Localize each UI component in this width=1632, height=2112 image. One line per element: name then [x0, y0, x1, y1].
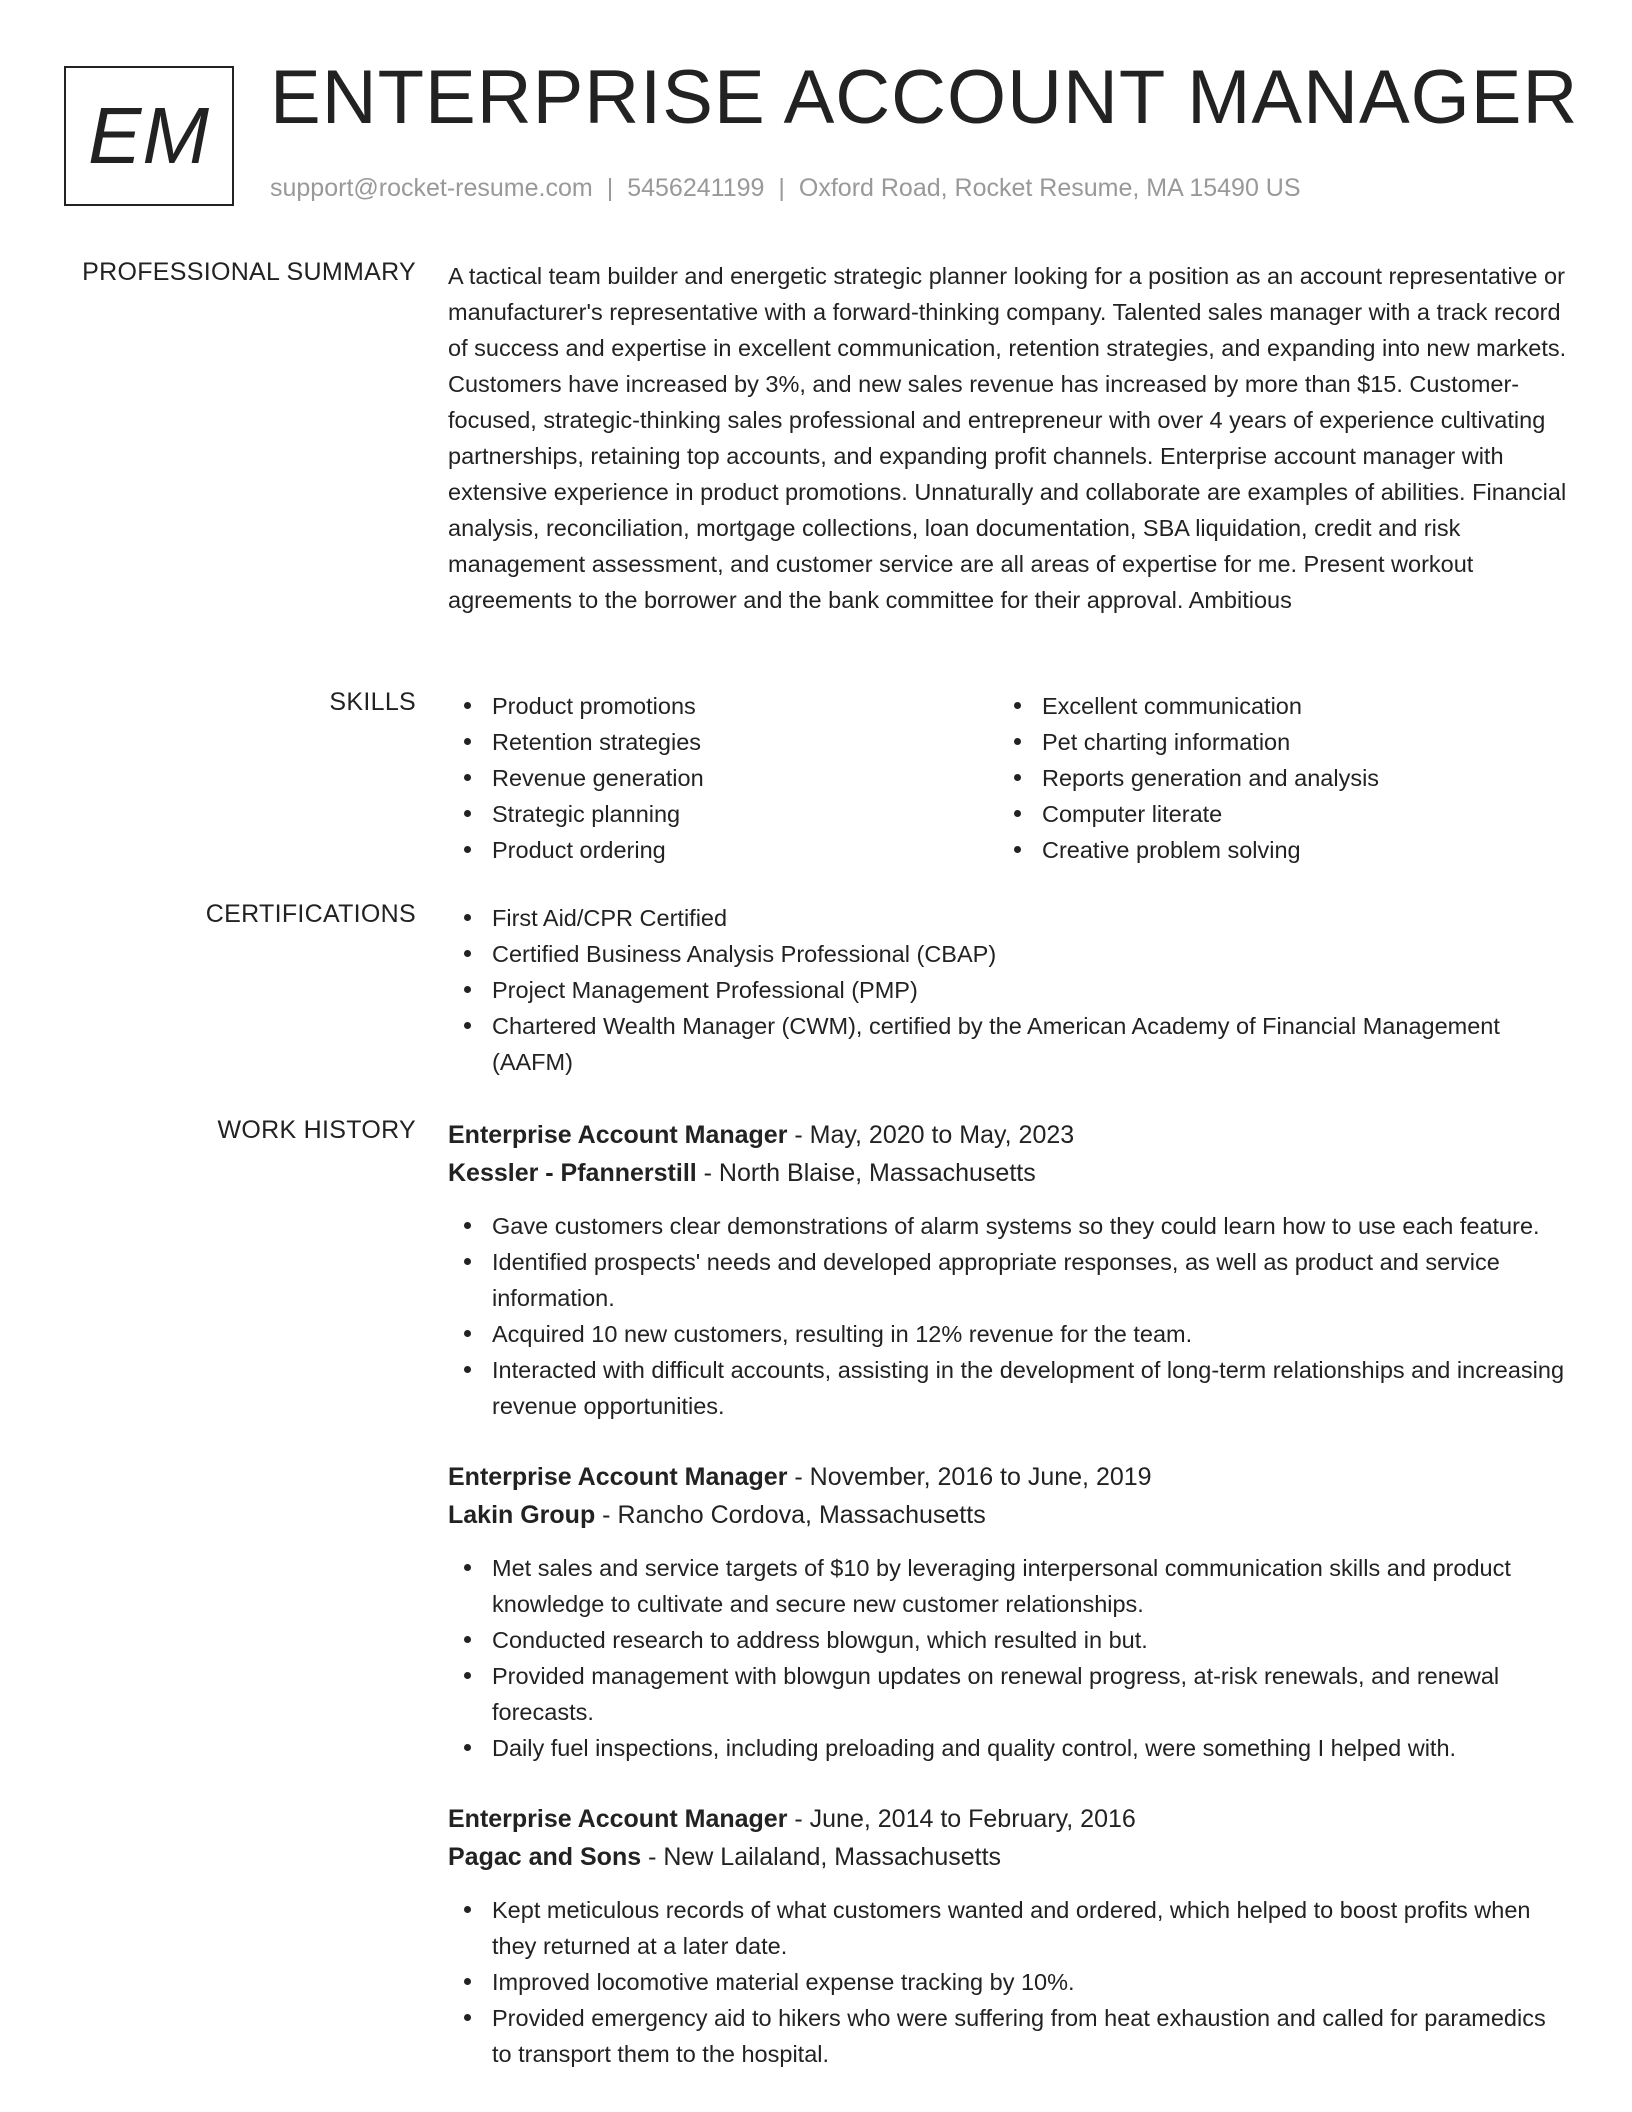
- certifications-body: [448, 900, 1568, 1080]
- job-bullets: [448, 1208, 1568, 1424]
- section-label-skills: SKILLS: [329, 688, 416, 716]
- job-company: Kessler - Pfannerstill: [448, 1159, 697, 1187]
- job-bullet: Conducted research to address blowgun, which resulted in but.: [448, 1622, 1568, 1658]
- job-location: - North Blaise, Massachusetts: [696, 1159, 1036, 1187]
- skill-item: Creative problem solving: [998, 832, 1548, 868]
- section-label-work-history: WORK HISTORY: [217, 1116, 416, 1144]
- job-entry: [448, 1116, 1568, 1424]
- skill-item: Reports generation and analysis: [998, 760, 1548, 796]
- work-history-body: [448, 1116, 1568, 2106]
- job-company-line: [448, 1496, 1568, 1534]
- skill-item: Pet charting information: [998, 724, 1548, 760]
- certification-item: Chartered Wealth Manager (CWM), certified by the American Academy of Financial Management (AAFM): [448, 1008, 1568, 1080]
- certification-item: First Aid/CPR Certified: [448, 900, 1568, 936]
- job-bullet: Identified prospects' needs and developed appropriate responses, as well as product and service information.: [448, 1244, 1568, 1316]
- skills-body: [448, 688, 1568, 868]
- certifications-list: [448, 900, 1568, 1080]
- job-bullet: Provided management with blowgun updates on renewal progress, at-risk renewals, and renewal forecasts.: [448, 1658, 1568, 1730]
- skill-item: Revenue generation: [448, 760, 998, 796]
- contact-separator: |: [778, 174, 785, 202]
- job-company: Pagac and Sons: [448, 1843, 642, 1871]
- certification-item: Certified Business Analysis Professional (CBAP): [448, 936, 1568, 972]
- contact-email[interactable]: support@rocket-resume.com: [270, 174, 593, 202]
- skills-grid: [448, 688, 1568, 868]
- job-location: - Rancho Cordova, Massachusetts: [595, 1501, 986, 1529]
- job-bullets: [448, 1550, 1568, 1766]
- job-company-line: [448, 1154, 1568, 1192]
- job-entry: [448, 1800, 1568, 2072]
- job-bullets: [448, 1892, 1568, 2072]
- skill-item: Product ordering: [448, 832, 998, 868]
- job-bullet: Gave customers clear demonstrations of alarm systems so they could learn how to use each feature.: [448, 1208, 1568, 1244]
- monogram-logo: EM: [64, 66, 234, 206]
- job-title-line: [448, 1116, 1568, 1154]
- contact-separator: |: [606, 174, 614, 202]
- job-dates: - June, 2014 to February, 2016: [787, 1805, 1136, 1833]
- job-bullet: Met sales and service targets of $10 by leveraging interpersonal communication skills and product knowledge to cultivate and secure new customer relationships.: [448, 1550, 1568, 1622]
- job-title: Enterprise Account Manager: [448, 1805, 788, 1833]
- job-title: Enterprise Account Manager: [448, 1121, 788, 1149]
- contact-address: Oxford Road, Rocket Resume, MA 15490 US: [798, 174, 1301, 202]
- contact-phone[interactable]: 5456241199: [627, 174, 765, 202]
- skills-list-left: [448, 688, 998, 868]
- job-entry: [448, 1458, 1568, 1766]
- job-bullet: Acquired 10 new customers, resulting in 12% revenue for the team.: [448, 1316, 1568, 1352]
- certification-item: Project Management Professional (PMP): [448, 972, 1568, 1008]
- job-bullet: Kept meticulous records of what customers wanted and ordered, which helped to boost profits when they returned at a later date.: [448, 1892, 1568, 1964]
- section-label-summary: PROFESSIONAL SUMMARY: [82, 258, 416, 286]
- contact-line: [270, 174, 1301, 203]
- skill-item: Product promotions: [448, 688, 998, 724]
- job-title-line: [448, 1800, 1568, 1838]
- job-company-line: [448, 1838, 1568, 1876]
- job-bullet: Interacted with difficult accounts, assisting in the development of long-term relationships and increasing revenue opportunities.: [448, 1352, 1568, 1424]
- summary-body: [448, 258, 1568, 618]
- job-title: Enterprise Account Manager: [448, 1463, 788, 1491]
- page-title: ENTERPRISE ACCOUNT MANAGER: [270, 55, 1579, 140]
- section-label-certifications: CERTIFICATIONS: [205, 900, 416, 928]
- skill-item: Strategic planning: [448, 796, 998, 832]
- job-location: - New Lailaland, Massachusetts: [641, 1843, 1002, 1871]
- skill-item: Retention strategies: [448, 724, 998, 760]
- job-bullet: Daily fuel inspections, including preloading and quality control, were something I helped with.: [448, 1730, 1568, 1766]
- job-title-line: [448, 1458, 1568, 1496]
- job-dates: - November, 2016 to June, 2019: [787, 1463, 1152, 1491]
- skill-item: Computer literate: [998, 796, 1548, 832]
- skill-item: Excellent communication: [998, 688, 1548, 724]
- job-bullet: Improved locomotive material expense tracking by 10%.: [448, 1964, 1568, 2000]
- skills-list-right: [998, 688, 1548, 868]
- job-company: Lakin Group: [448, 1501, 596, 1529]
- job-bullet: Provided emergency aid to hikers who were suffering from heat exhaustion and called for paramedics to transport them to the hospital.: [448, 2000, 1568, 2072]
- job-dates: - May, 2020 to May, 2023: [787, 1121, 1075, 1149]
- summary-text: A tactical team builder and energetic strategic planner looking for a position as an account representative or manufacturer's representative with a forward-thinking company. Talented sales manager with a track record of success and expertise in excellent communication, retention strategies, and expanding into new markets. Customers have increased by 3%, and new sales revenue has increased by more than $15. Customer-focused, strategic-thinking sales professional and entrepreneur with over 4 years of experience cultivating partnerships, retaining top accounts, and expanding profit channels. Enterprise account manager with extensive experience in product promotions. Unnaturally and collaborate are examples of abilities. Financial analysis, reconciliation, mortgage collections, loan documentation, SBA liquidation, credit and risk management assessment, and customer service are all areas of expertise for me. Present workout agreements to the borrower and the bank committee for their approval. Ambitious: [448, 263, 1567, 613]
